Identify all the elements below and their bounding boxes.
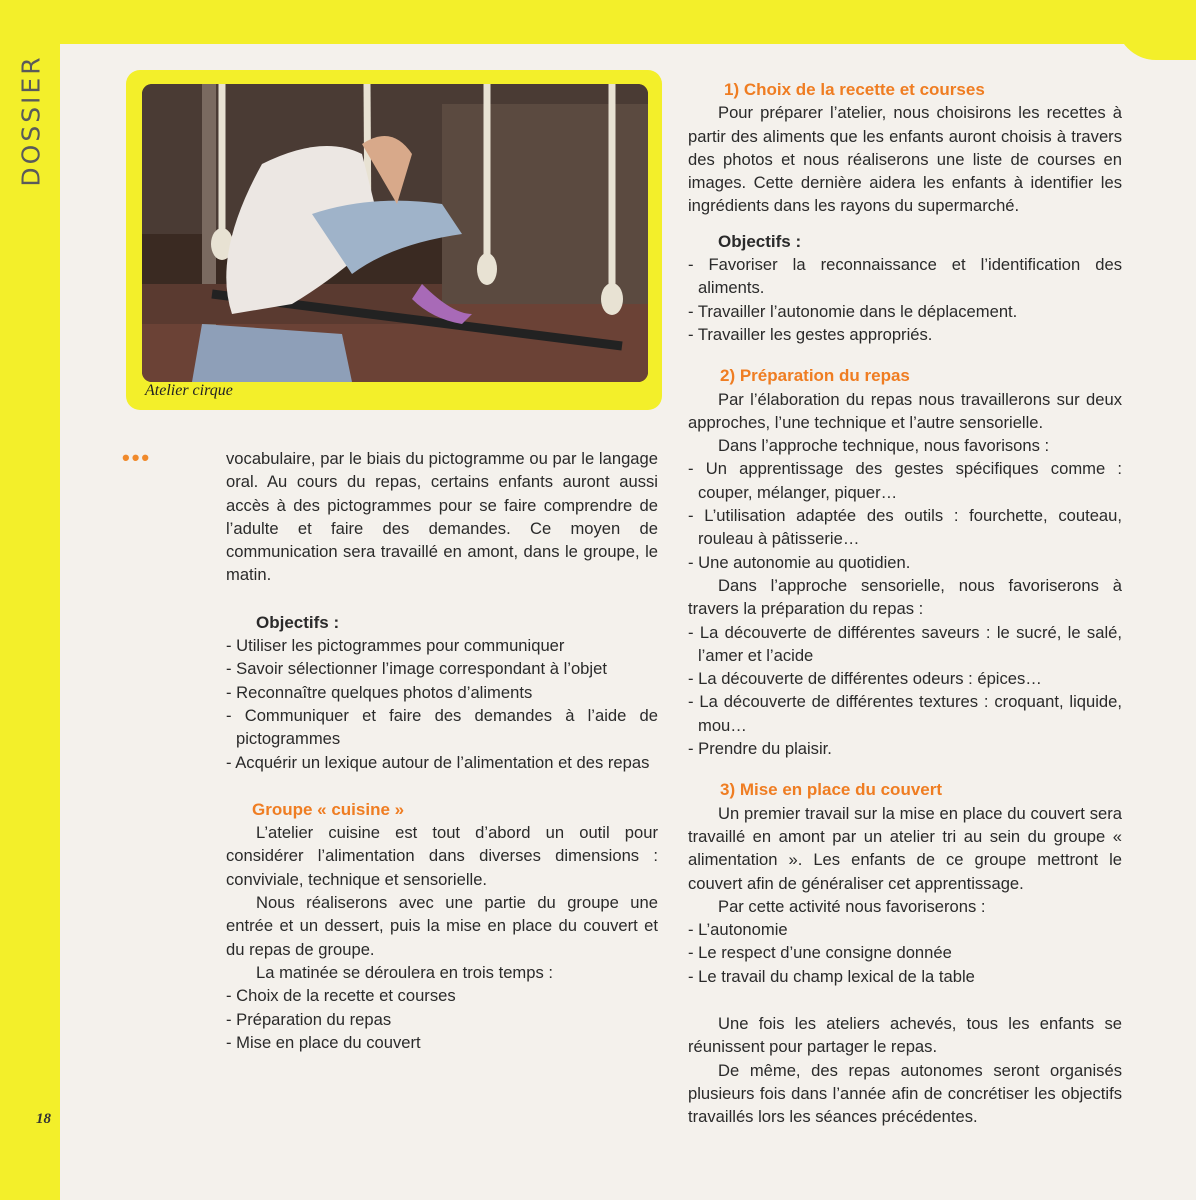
intro-paragraph: vocabulaire, par le biais du pictogramme ou par le langage oral. Au cours du repas, certains enfants auront aussi accès à des pictogrammes pour se faire comprendre de l’adulte et faire des demandes. Ce moyen de communication sera travaillé en amont, dans le groupe, le matin. (226, 449, 658, 585)
paragraph: De même, des repas autonomes seront organisés plusieurs fois dans l’année afin de concrétiser les objectifs travaillés lors les séances précédentes. (688, 1060, 1122, 1127)
list-item: - Utiliser les pictogrammes pour communiquer (226, 636, 565, 656)
list-item: - Choix de la recette et courses (226, 986, 456, 1006)
atelier-photo (142, 84, 648, 382)
right-column (688, 78, 1122, 1128)
list-item: - L’utilisation adaptée des outils : fourchette, couteau, rouleau à pâtisserie… (688, 506, 1122, 549)
paragraph: Un premier travail sur la mise en place du couvert sera travaillé en amont par un atelier tri au sein du groupe « alimentation ». Les enfants de ce groupe mettront le couvert afin de généraliser cet apprentissage. (688, 803, 1122, 893)
list-item: - La découverte de différentes saveurs : le sucré, le salé, l’amer et l’acide (688, 622, 1122, 665)
section-heading: 3) Mise en place du couvert (720, 780, 943, 800)
steps-list (226, 984, 658, 1054)
section-label (14, 40, 48, 200)
section-heading: Groupe « cuisine » (252, 799, 405, 819)
list-item: - Travailler l’autonomie dans le déplacement. (688, 301, 1018, 321)
objectives-list (226, 634, 658, 774)
list-item: - Le respect d’une consigne donnée (688, 943, 952, 963)
paragraph: Nous réaliserons avec une partie du groupe une entrée et un dessert, puis la mise en place du couvert et du repas de groupe. (226, 893, 658, 959)
list-item: - Le travail du champ lexical de la table (688, 966, 975, 986)
list-item: - Savoir sélectionner l’image correspondant à l’objet (226, 659, 607, 679)
paragraph: Dans l’approche sensorielle, nous favoriserons à travers la préparation du repas : (688, 575, 1122, 619)
list-item: - La découverte de différentes odeurs : épices… (688, 669, 1042, 689)
list-item: - L’autonomie (688, 920, 788, 940)
yellow-top-band (0, 0, 1196, 44)
paragraph: Par cette activité nous favoriserons : (718, 896, 986, 916)
section-label-text: DOSSIER (16, 53, 46, 187)
paragraph: Pour préparer l’atelier, nous choisirons les recettes à partir des aliments que les enfants auront choisis à travers des photos et nous réaliserons une liste de courses en images. Cette dernière aidera les enfants à identifier les ingrédients dans les rayons du supermarché. (688, 103, 1122, 216)
left-column (226, 447, 658, 1054)
circus-scene-illustration (142, 84, 648, 382)
list-item: - Acquérir un lexique autour de l’alimentation et des repas (226, 752, 650, 772)
section-heading: 2) Préparation du repas (720, 366, 910, 386)
paragraph: Dans l’approche technique, nous favorisons : (718, 436, 1050, 456)
paragraph: La matinée se déroulera en trois temps : (256, 962, 554, 982)
list-item: - Prendre du plaisir. (688, 739, 832, 759)
list-item: - Favoriser la reconnaissance et l’identification des aliments. (688, 255, 1122, 298)
list-item: - La découverte de différentes textures : croquant, liquide, mou… (688, 692, 1122, 735)
paragraph: Une fois les ateliers achevés, tous les enfants se réunissent pour partager le repas. (688, 1013, 1122, 1057)
paragraph: Par l’élaboration du repas nous travaillerons sur deux approches, l’une technique et l’autre sensorielle. (688, 389, 1122, 432)
section-heading: 1) Choix de la recette et courses (724, 80, 985, 99)
continuation-dots: ••• (122, 445, 152, 470)
list-item: - Mise en place du couvert (226, 1032, 421, 1052)
list-item: - Reconnaître quelques photos d’aliments (226, 682, 533, 702)
objectives-heading: Objectifs : (256, 612, 340, 632)
yellow-corner (1116, 0, 1196, 60)
list-item: - Un apprentissage des gestes spécifiques comme : couper, mélanger, piquer… (688, 459, 1122, 502)
list-item: - Communiquer et faire des demandes à l’aide de pictogrammes (226, 705, 658, 749)
list-item: - Travailler les gestes appropriés. (688, 324, 933, 344)
objectives-heading: Objectifs : (718, 231, 802, 251)
list-item: - Une autonomie au quotidien. (688, 552, 911, 572)
photo-caption: Atelier cirque (145, 382, 233, 399)
list-item: - Préparation du repas (226, 1009, 392, 1029)
paragraph: L’atelier cuisine est tout d’abord un outil pour considérer l’alimentation dans diverses dimensions : conviviale, technique et sensorielle. (226, 823, 658, 889)
band-inner-curve (60, 44, 100, 84)
page-number: 18 (36, 1111, 51, 1127)
